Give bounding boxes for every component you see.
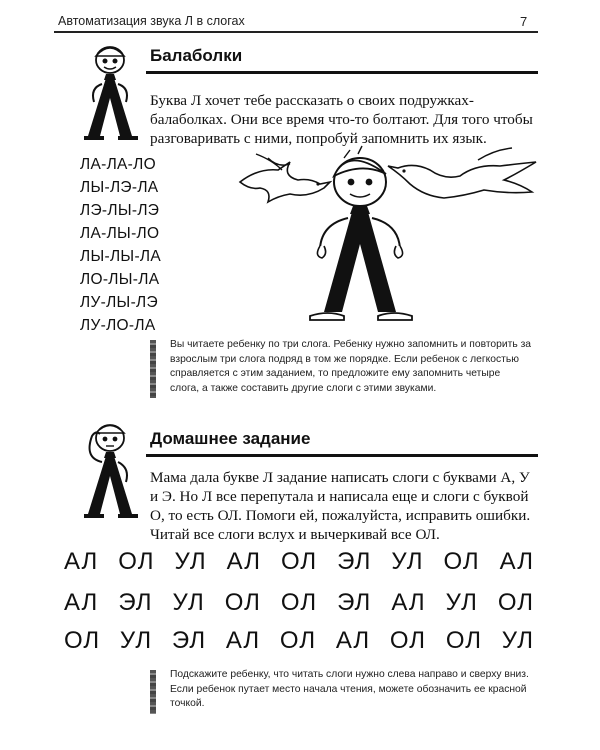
syllable: ОЛ	[280, 548, 318, 575]
syllable: АЛ	[64, 589, 99, 616]
note-bar	[150, 670, 156, 714]
header-rule	[54, 31, 538, 33]
syllable: ОЛ	[280, 589, 318, 616]
syllable-line: ЛА-ЛА-ЛО	[80, 156, 156, 173]
section-rule	[146, 71, 538, 74]
syllable: ОЛ	[443, 548, 480, 575]
syllable: УЛ	[174, 548, 207, 575]
parent-note: Подскажите ребенку, что читать слоги нужно слева направо и сверху вниз. Если ребенок путает место начала чтения, можете обозначить ее красной точкой.	[170, 669, 529, 709]
letter-l-boy-illustration	[80, 44, 140, 140]
syllable: ОЛ	[497, 589, 534, 616]
running-header: Автоматизация звука Л в слогах	[58, 14, 245, 28]
syllable: АЛ	[64, 548, 99, 575]
syllable: УЛ	[445, 589, 478, 616]
syllable: ОЛ	[389, 627, 427, 654]
section-title: Домашнее задание	[150, 429, 311, 448]
syllable: УЛ	[501, 627, 534, 654]
syllable: АЛ	[225, 627, 261, 654]
syllable-row	[64, 627, 534, 655]
syllable: ЭЛ	[118, 589, 153, 616]
note-bar	[150, 340, 156, 398]
syllable: АЛ	[391, 589, 426, 616]
syllable: ОЛ	[64, 627, 101, 654]
syllable: ОЛ	[279, 627, 317, 654]
section-rule	[146, 454, 538, 457]
syllable: АЛ	[226, 548, 261, 575]
syllable: УЛ	[119, 627, 153, 654]
syllable-line: ЛУ-ЛЫ-ЛЭ	[80, 294, 158, 311]
syllable: ОЛ	[445, 627, 482, 654]
section-intro: Буква Л хочет тебе рассказать о своих подружках-балаболках. Они все время что-то болтают. Для того чтобы разговаривать с ними, попробуй запомнить их язык.	[150, 92, 533, 147]
syllable: ЭЛ	[337, 589, 372, 616]
boy-with-birds-illustration	[238, 140, 538, 326]
section-title: Балаболки	[150, 46, 243, 65]
letter-l-boy-thinking-illustration	[78, 422, 142, 518]
syllable: ОЛ	[118, 548, 155, 575]
syllable-line: ЛО-ЛЫ-ЛА	[80, 271, 160, 288]
syllable: ЭЛ	[337, 548, 372, 575]
syllable-line: ЛЭ-ЛЫ-ЛЭ	[80, 202, 160, 219]
syllable-line: ЛА-ЛЫ-ЛО	[80, 225, 160, 242]
syllable-line: ЛЫ-ЛЫ-ЛА	[80, 248, 162, 265]
syllable-line: ЛЫ-ЛЭ-ЛА	[80, 179, 159, 196]
syllable: ОЛ	[224, 589, 261, 616]
parent-note: Вы читаете ребенку по три слога. Ребенку нужно запомнить и повторить за взрослым три слога подряд в том же порядке. Если ребенок с легкостью справляется с этим заданием, то предложите ему запомнить четыре слога, а также составить другие слоги с этими звуками.	[170, 339, 532, 394]
section-intro: Мама дала букве Л задание написать слоги с буквами А, У и Э. Но Л все перепутала и написала еще и слоги с буквой О, то есть ОЛ. Помоги ей, пожалуйста, исправить ошибки. Читай все слоги вслух и вычеркивай все ОЛ.	[150, 469, 531, 543]
syllable: УЛ	[172, 589, 205, 616]
syllable-line: ЛУ-ЛО-ЛА	[80, 317, 156, 334]
syllable: АЛ	[499, 548, 534, 575]
page-number: 7	[520, 14, 528, 29]
syllable: АЛ	[335, 627, 371, 654]
syllable: УЛ	[391, 548, 424, 575]
syllable-row	[64, 589, 534, 617]
syllable: ЭЛ	[171, 627, 207, 654]
syllable-row	[64, 548, 534, 576]
